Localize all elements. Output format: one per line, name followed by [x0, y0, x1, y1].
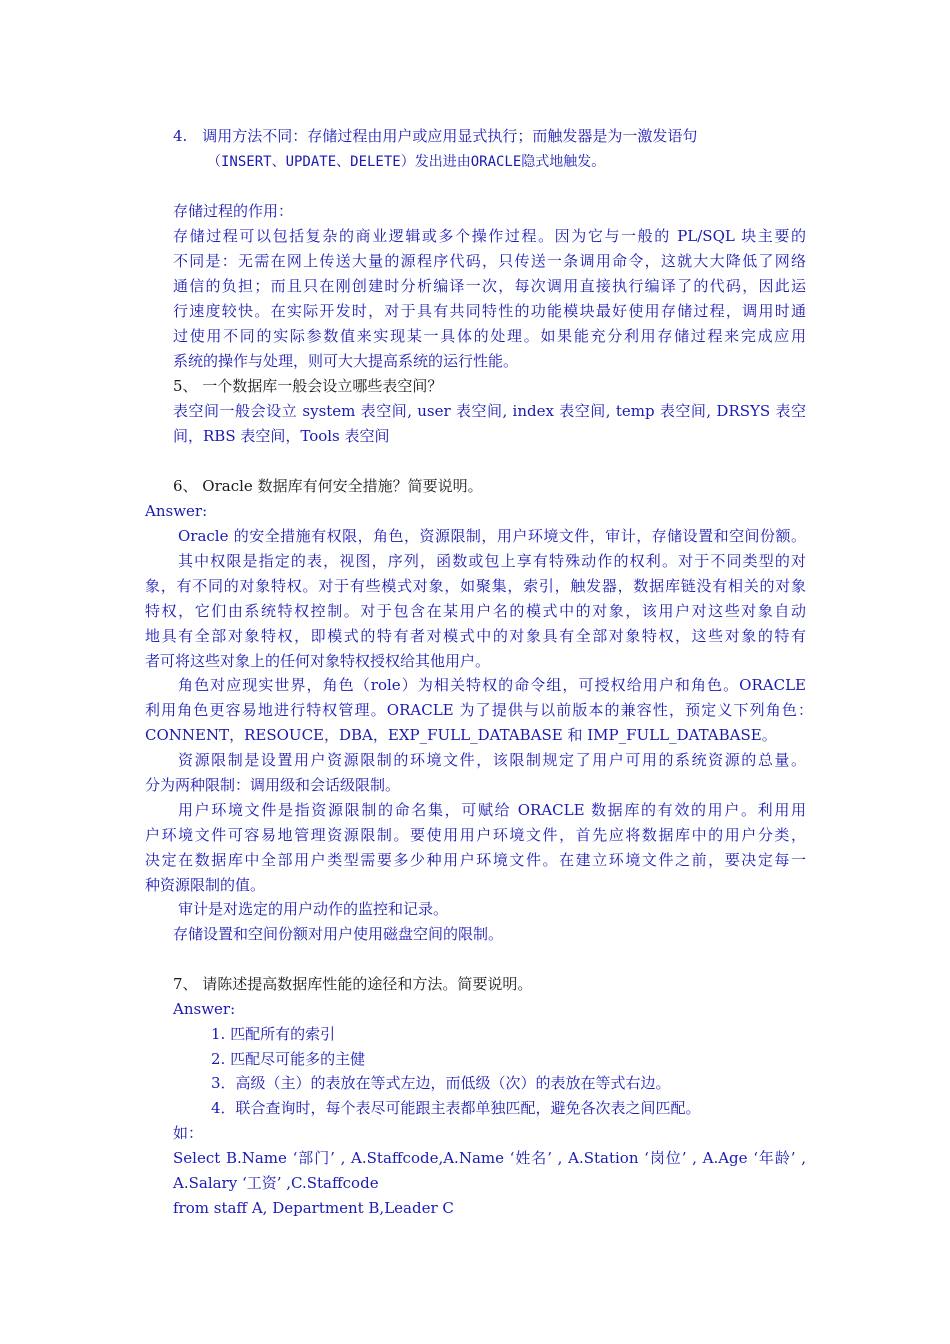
q7-list-item: 2. 匹配尽可能多的主健 [211, 1050, 366, 1068]
q7-question: 7、 请陈述提高数据库性能的途径和方法。简要说明。 [173, 975, 533, 993]
q7-answer-label: Answer: [173, 1000, 236, 1018]
q6-line: 分为两种限制：调用级和会话级限制。 [145, 776, 401, 794]
q6-question: 6、 Oracle 数据库有何安全措施？简要说明。 [173, 477, 483, 495]
storage-purpose-line: 过使用不同的实际参数值来实现某一具体的处理。如果能充分利用存储过程来完成应用 [173, 327, 806, 345]
q5-question: 5、 一个数据库一般会设立哪些表空间？ [173, 377, 443, 395]
q6-line: 资源限制是设置用户资源限制的环境文件，该限制规定了用户可用的系统资源的总量。 [178, 751, 806, 769]
q6-line: 者可将这些对象上的任何对象特权授权给其他用户。 [145, 652, 491, 670]
q6-line: 象，有不同的对象特权。对于有些模式对象，如聚集，索引，触发器，数据库链没有相关的对象 [145, 577, 806, 595]
storage-purpose-line: 行速度较快。在实际开发时，对于具有共同特性的功能模块最好使用存储过程，调用时通 [173, 302, 806, 320]
q6-line: 种资源限制的值。 [145, 876, 266, 894]
storage-purpose-line: 存储过程可以包括复杂的商业逻辑或多个操作过程。因为它与一般的 PL/SQL 块主要的 [173, 227, 806, 245]
q7-sql-line: from staff A, Department B,Leader C [173, 1199, 454, 1217]
q7-sql-line: Select B.Name ‘部门’ , A.Staffcode,A.Name ‘姓名’ , A.Station ‘岗位’ , A.Age ‘年龄’ , [173, 1149, 806, 1167]
q6-line: 审计是对选定的用户动作的监控和记录。 [178, 900, 449, 918]
storage-purpose-heading: 存储过程的作用： [173, 202, 294, 220]
item4-line2: （INSERT、UPDATE、DELETE）发出进由ORACLE隐式地触发。 [207, 154, 606, 170]
q7-sql-line: A.Salary ‘工资’ ,C.Staffcode [173, 1174, 379, 1192]
q6-line: 角色对应现实世界，角色（role）为相关特权的命令组，可授权给用户和角色。ORACLE [178, 676, 806, 694]
q6-answer-label: Answer: [145, 502, 208, 520]
q7-list-item: 3．高级（主）的表放在等式左边，而低级（次）的表放在等式右边。 [211, 1074, 671, 1092]
q5-answer-line: 间，RBS 表空间，Tools 表空间 [173, 427, 390, 445]
q7-example-label: 如： [173, 1124, 204, 1142]
q6-line: Oracle 的安全措施有权限，角色，资源限制，用户环境文件，审计，存储设置和空间份额。 [178, 527, 806, 545]
storage-purpose-line: 系统的操作与处理，则可大大提高系统的运行性能。 [173, 352, 519, 370]
item4-line1: 4. 调用方法不同：存储过程由用户或应用显式执行；而触发器是为一激发语句 [173, 127, 698, 145]
storage-purpose-line: 通信的负担；而且只在刚创建时分析编译一次，每次调用直接执行编译了的代码，因此运 [173, 277, 806, 295]
q6-line: 用户环境文件是指资源限制的命名集，可赋给 ORACLE 数据库的有效的用户。利用用 [178, 801, 806, 819]
q6-line: CONNENT，RESOUCE，DBA，EXP_FULL_DATABASE 和 IMP_FULL_DATABASE。 [145, 726, 777, 744]
q6-line: 决定在数据库中全部用户类型需要多少种用户环境文件。在建立环境文件之前，要决定每一 [145, 851, 806, 869]
q6-line: 存储设置和空间份额对用户使用磁盘空间的限制。 [173, 925, 504, 943]
q6-line: 其中权限是指定的表，视图，序列，函数或包上享有特殊动作的权利。对于不同类型的对 [178, 552, 806, 570]
q7-list-item: 1. 匹配所有的索引 [211, 1025, 336, 1043]
q6-line: 地具有全部对象特权，即模式的特有者对模式中的对象具有全部对象特权，这些对象的特有 [145, 627, 806, 645]
q7-list-item: 4．联合查询时，每个表尽可能跟主表都单独匹配，避免各次表之间匹配。 [211, 1099, 701, 1117]
q6-line: 户环境文件可容易地管理资源限制。要使用用户环境文件，首先应将数据库中的用户分类， [145, 826, 806, 844]
q6-line: 特权，它们由系统特权控制。对于包含在某用户名的模式中的对象，该用户对这些对象自动 [145, 602, 806, 620]
q5-answer-line: 表空间一般会设立 system 表空间, user 表空间, index 表空间, temp 表空间, DRSYS 表空 [173, 402, 806, 420]
storage-purpose-line: 不同是：无需在网上传送大量的源程序代码，只传送一条调用命令，这就大大降低了网络 [173, 252, 806, 270]
q6-line: 利用角色更容易地进行特权管理。ORACLE 为了提供与以前版本的兼容性，预定义下列角色： [145, 701, 813, 719]
